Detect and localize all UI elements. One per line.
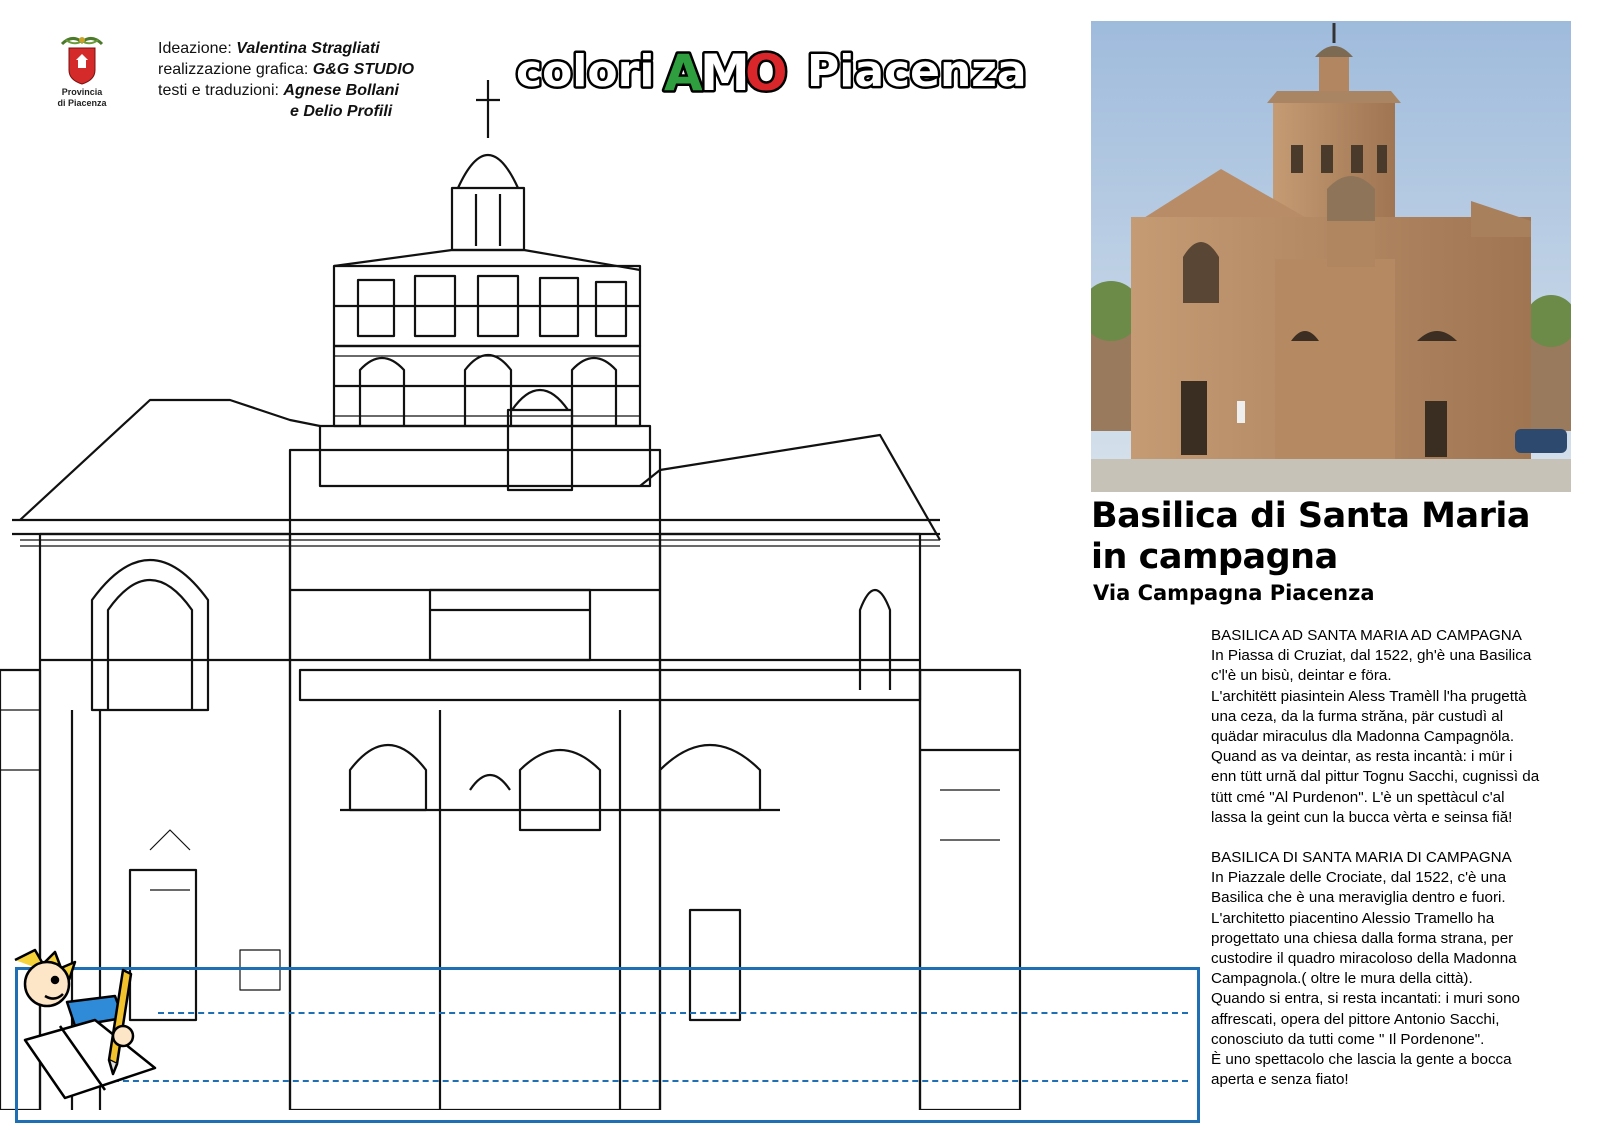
italian-line: L'architetto piacentino Alessio Tramello ha (1211, 909, 1495, 927)
writing-line-1[interactable] (158, 1012, 1188, 1014)
page-subtitle: Via Campagna Piacenza (1093, 581, 1375, 605)
dialect-line: una ceza, da la furma străna, pär custudì al (1211, 707, 1504, 725)
dialect-line: quädar miraculus dla Madonna Campagnöla. (1211, 728, 1515, 746)
svg-text:O: O (745, 44, 788, 102)
dialect-line: BASILICA AD SANTA MARIA AD CAMPAGNA (1211, 627, 1522, 644)
ideation-label: Ideazione: (158, 40, 232, 57)
italian-line: aperta e senza fiato! (1211, 1071, 1349, 1089)
svg-text:M: M (700, 44, 750, 102)
texts-value-1: Agnese Bollani (283, 82, 399, 99)
texts-value-2: e Delio Profili (290, 103, 393, 120)
title-line-2: in campagna (1091, 537, 1338, 577)
ideation-value: Valentina Stragliati (236, 40, 380, 57)
dialect-line: enn tütt urnă dal pittur Tognu Sacchi, cugnissì da (1211, 768, 1540, 786)
graphics-label: realizzazione grafica: (158, 61, 309, 78)
logo-line-1: Provincia (61, 87, 103, 97)
dialect-line: L'architëtt piasintein Aless Tramèll l'ha prugettà (1211, 687, 1527, 705)
italian-line: BASILICA DI SANTA MARIA DI CAMPAGNA (1211, 849, 1512, 867)
page-title (1091, 496, 1581, 578)
italian-line: custodire il quadro miracoloso della Madonna (1211, 950, 1517, 968)
writing-kid-icon (5, 940, 165, 1100)
italian-line: In Piazzale delle Crociate, dal 1522, c'è una (1211, 869, 1507, 887)
italian-line: Basilica che è una meraviglia dentro e fuori. (1211, 889, 1506, 907)
italian-line: Quando si entra, si resta incantati: i muri sono (1211, 990, 1520, 1008)
italian-paragraph (1211, 848, 1600, 1090)
writing-line-2[interactable] (63, 1080, 1188, 1082)
basilica-photo (1091, 21, 1571, 492)
italian-line: Campagnola.( oltre le mura della città). (1211, 970, 1473, 988)
dialect-line: In Piassa di Cruziat, dal 1522, gh'è una Basilica (1211, 647, 1532, 665)
svg-text:A: A (664, 44, 703, 102)
writing-box[interactable] (15, 967, 1200, 1123)
masthead-part-1: colori (516, 46, 655, 97)
texts-label: testi e traduzioni: (158, 82, 279, 99)
italian-line: È uno spettacolo che lascia la gente a bocca (1211, 1051, 1512, 1069)
italian-line: progettato una chiesa dalla forma strana, per (1211, 929, 1514, 947)
dialect-line: Quand as va deintar, as resta incantà: i mür i (1211, 748, 1513, 766)
dialect-line: tütt cmé "Al Purdenon". L'è un spettàcul c'al (1211, 788, 1505, 806)
dialect-line: c'l'è un bisù, deintar e föra. (1211, 667, 1392, 685)
italian-line: affrescati, opera del pittore Antonio Sacchi, (1211, 1010, 1500, 1028)
italian-line: conosciuto da tutti come " Il Pordenone". (1211, 1030, 1485, 1048)
dialect-paragraph (1211, 626, 1600, 828)
text-column (1211, 626, 1600, 1090)
masthead-part-3: Piacenza (807, 46, 1027, 97)
dialect-line: lassa la geint cun la bucca vèrta e seinsa fiă! (1211, 808, 1513, 826)
title-line-1: Basilica di Santa Maria (1091, 496, 1531, 536)
graphics-value: G&G STUDIO (312, 61, 415, 78)
logo-line-2: di Piacenza (57, 98, 107, 108)
